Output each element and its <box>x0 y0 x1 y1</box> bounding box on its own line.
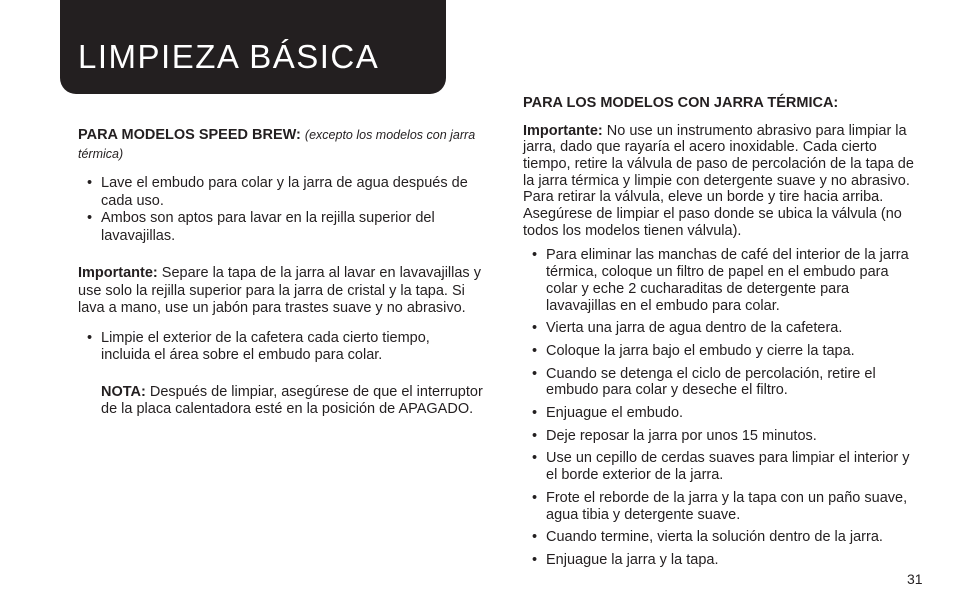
list-item: • Coloque la jarra bajo el embudo y cierre la tapa. <box>523 343 918 360</box>
list-item: • Para eliminar las manchas de café del interior de la jarra térmica, coloque un filtro de papel en el embudo para colar y eche 2 cucharaditas de detergente para lavavajillas en el embudo para colar. <box>523 247 918 314</box>
page-title: LIMPIEZA BÁSICA <box>78 38 380 75</box>
important-text: No use un instrumento abrasivo para limpiar la jarra, dado que rayaría el acero inoxidable. Cada cierto tiempo, retire la válvula de paso de percolación de la tapa de la jarra térmica y limpie con detergente suave y no abrasivo. Para retirar la válvula, eleve un borde y tire hacia arriba. Asegúrese de limpiar el paso donde se ubica la válvula (no todos los modelos tienen válvula). <box>523 122 914 239</box>
note-text: Después de limpiar, asegúrese de que el interruptor de la placa calentadora esté en la posición de APAGADO. <box>101 383 483 417</box>
list-item: • Enjuague la jarra y la tapa. <box>523 552 918 569</box>
left-column <box>78 126 483 419</box>
important-label: Importante: <box>78 265 158 281</box>
thermal-important-paragraph <box>523 123 918 240</box>
note-paragraph <box>78 384 483 419</box>
important-paragraph <box>78 265 483 318</box>
note-label: NOTA: <box>101 383 146 400</box>
page-number: 31 <box>907 571 923 587</box>
list-item: • Deje reposar la jarra por unos 15 minutos. <box>523 428 918 445</box>
speed-brew-heading: PARA MODELOS SPEED BREW: <box>78 127 301 143</box>
thermal-heading: PARA LOS MODELOS CON JARRA TÉRMICA: <box>523 95 839 111</box>
list-item: • Enjuague el embudo. <box>523 405 918 422</box>
important-text: Separe la tapa de la jarra al lavar en lavavajillas y use solo la rejilla superior para la jarra de cristal y la tapa. Si lava a mano, use un jabón para trastes suave y no abrasivo. <box>78 265 481 316</box>
speed-brew-heading-note: (excepto los modelos con jarra térmica) <box>78 128 476 161</box>
list-item: • Vierta una jarra de agua dentro de la cafetera. <box>523 320 918 337</box>
list-item: • Lave el embudo para colar y la jarra de agua después de cada uso. <box>78 175 483 210</box>
important-label: Importante: <box>523 122 603 139</box>
list-item: • Frote el reborde de la jarra y la tapa con un paño suave, agua tibia y detergente suave. <box>523 490 918 523</box>
speed-brew-list <box>78 175 483 245</box>
right-column <box>523 95 918 569</box>
list-item: • Limpie el exterior de la cafetera cada cierto tiempo, incluida el área sobre el embudo para colar. <box>78 330 483 365</box>
list-item: • Cuando se detenga el ciclo de percolación, retire el embudo para colar y deseche el filtro. <box>523 366 918 399</box>
list-item: • Ambos son aptos para lavar en la rejilla superior del lavavajillas. <box>78 210 483 245</box>
exterior-list <box>78 330 483 365</box>
list-item: • Use un cepillo de cerdas suaves para limpiar el interior y el borde exterior de la jarra. <box>523 450 918 483</box>
thermal-steps-list <box>523 247 918 568</box>
list-item: • Cuando termine, vierta la solución dentro de la jarra. <box>523 529 918 546</box>
